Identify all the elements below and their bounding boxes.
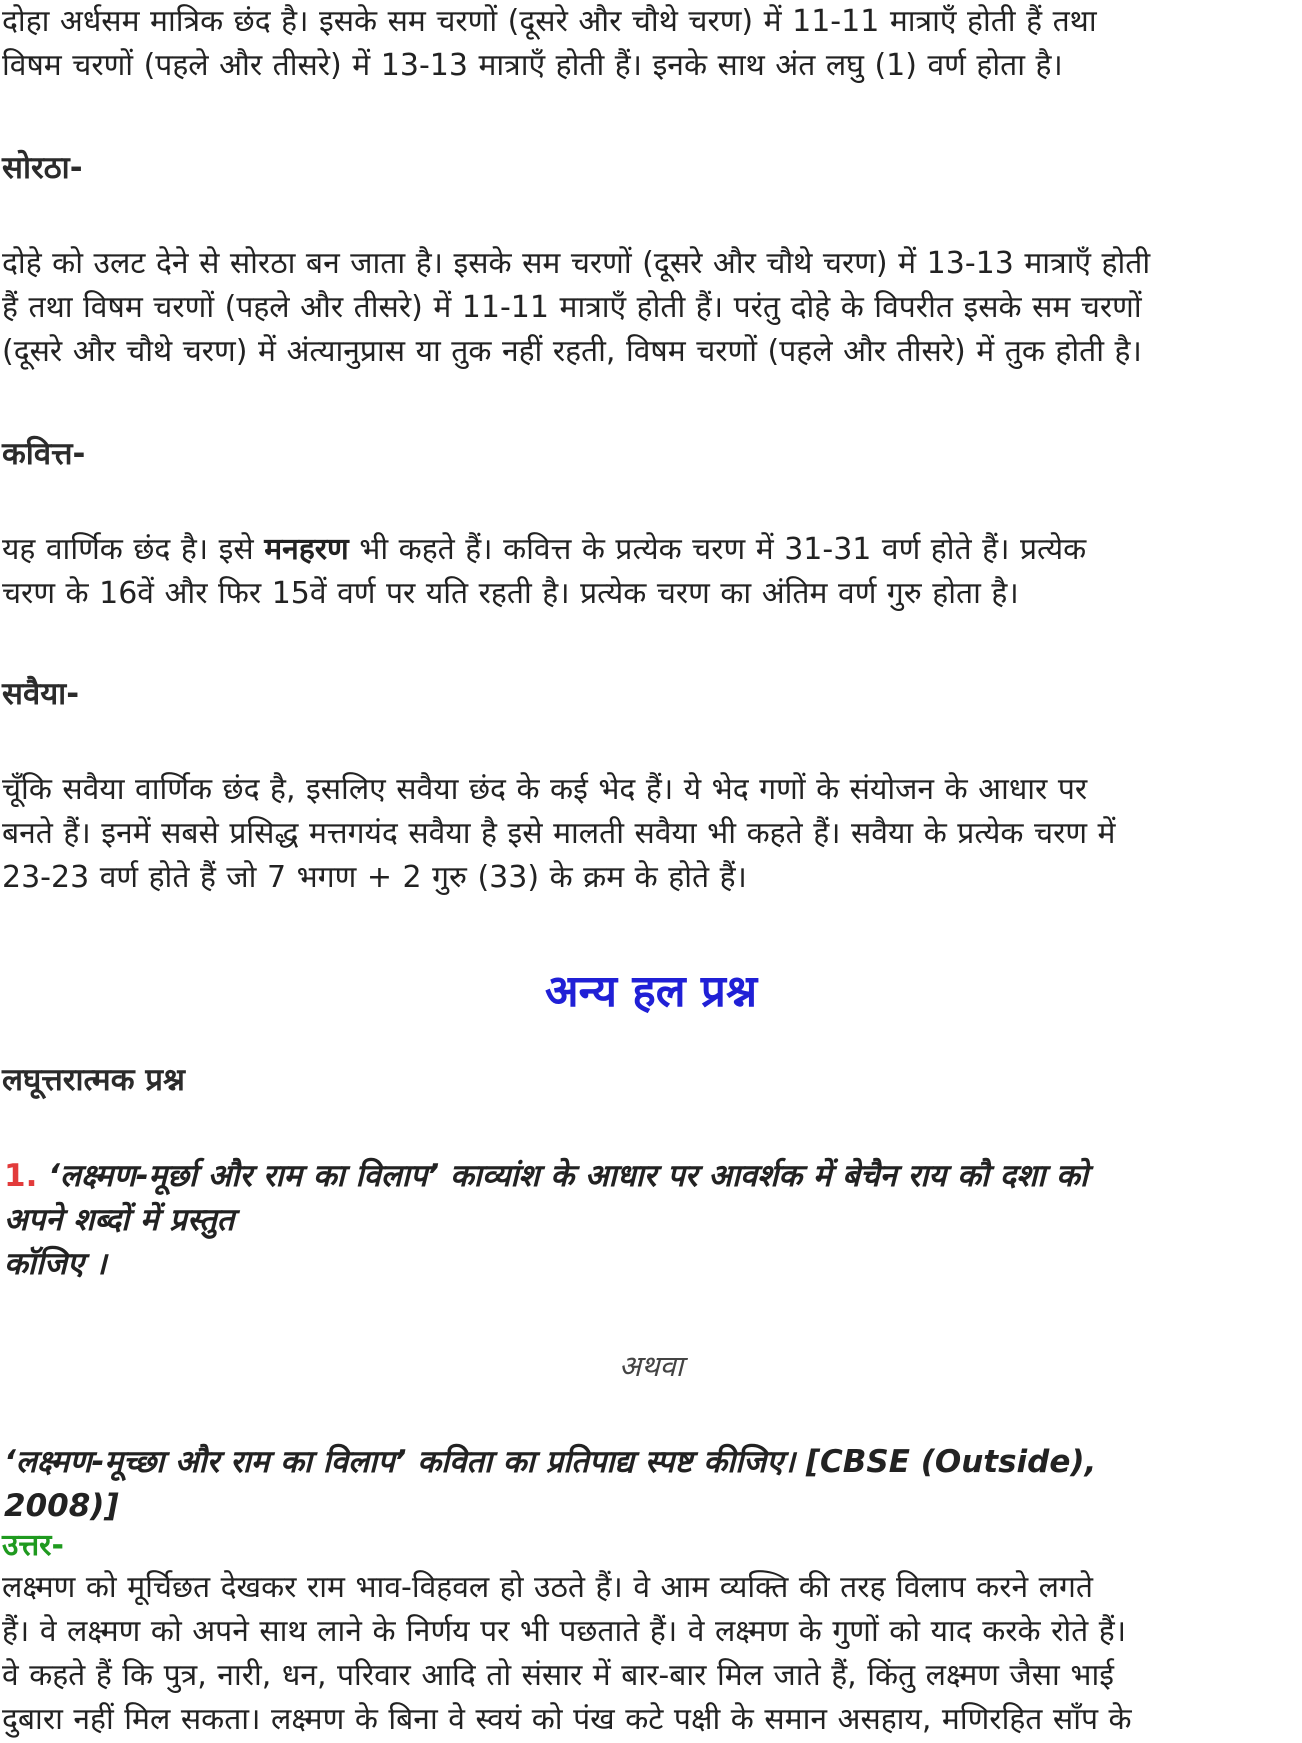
section-title: अन्य हल प्रश्न bbox=[544, 966, 758, 1017]
kavitt-line-1-post: भी कहते हैं। कवित्त के प्रत्येक चरण में 31-31 वर्ण होते हैं। प्रत्येक bbox=[348, 532, 1087, 567]
sortha-line-2: हैं तथा विषम चरणों (पहले और तीसरे) में 11-11 मात्राएँ होती हैं। परंतु दोहे के विपरीत इसके सम चरणों bbox=[2, 290, 1142, 325]
savaiya-description bbox=[2, 768, 1298, 900]
savaiya-heading: सवैया- bbox=[2, 676, 80, 712]
doha-line-1: दोहा अर्धसम मात्रिक छंद है। इसके सम चरणों (दूसरे और चौथे चरण) में 11-11 मात्राएँ होती हैं तथा bbox=[2, 4, 1097, 39]
manharan-term: मनहरण bbox=[264, 532, 349, 567]
sortha-line-3: (दूसरे और चौथे चरण) में अंत्यानुप्रास या तुक नहीं रहती, विषम चरणों (पहले और तीसरे) में तुक होती है। bbox=[2, 334, 1142, 369]
question-1-alt-line-2: 2008)] bbox=[4, 1488, 119, 1524]
question-1-line-2: अपने शब्दों में प्रस्तुत bbox=[4, 1202, 235, 1238]
sortha-heading: सोरठा- bbox=[2, 150, 83, 186]
kavitt-line-2: चरण के 16वें और फिर 15वें वर्ण पर यति रहती है। प्रत्येक चरण का अंतिम वर्ण गुरु होता है। bbox=[2, 576, 1019, 611]
answer-label: उत्तर- bbox=[2, 1528, 64, 1563]
or-separator: अथवा bbox=[618, 1349, 684, 1383]
doha-line-2: विषम चरणों (पहले और तीसरे) में 13-13 मात्राएँ होती हैं। इनके साथ अंत लघु (1) वर्ण होता है। bbox=[2, 48, 1063, 83]
kavitt-description bbox=[2, 528, 1298, 616]
answer-line-1: लक्ष्मण को मूर्चिछत देखकर राम भाव-विहवल हो उठते हैं। वे आम व्यक्ति की तरह विलाप करने लगते bbox=[2, 1570, 1093, 1605]
short-questions-heading: लघूत्तरात्मक प्रश्न bbox=[2, 1062, 185, 1098]
kavitt-line-1 bbox=[2, 528, 1298, 572]
question-1-text-1: ‘लक्ष्मण-मूर्छा और राम का विलाप’ काव्यांश के आधार पर आवर्शक में बेचैन राय कौ दशा को bbox=[37, 1158, 1088, 1194]
sortha-description bbox=[2, 242, 1298, 374]
answer-text bbox=[2, 1566, 1298, 1742]
sortha-line-1: दोहे को उलट देने से सोरठा बन जाता है। इसके सम चरणों (दूसरे और चौथे चरण) में 13-13 मात्राएँ होती bbox=[2, 246, 1151, 281]
savaiya-line-3: 23-23 वर्ण होते हैं जो 7 भगण + 2 गुरु (33) के क्रम के होते हैं। bbox=[2, 860, 747, 895]
savaiya-line-1: चूँकि सवैया वार्णिक छंद है, इसलिए सवैया छंद के कई भेद हैं। ये भेद गणों के संयोजन के आधार पर bbox=[2, 772, 1088, 807]
answer-line-3: वे कहते हैं कि पुत्र, नारी, धन, परिवार आदि तो संसार में बार-बार मिल जाते हैं, किंतु लक्ष्मण जैसा भाई bbox=[2, 1658, 1114, 1693]
question-1-alternate bbox=[4, 1440, 1298, 1528]
question-number: 1. bbox=[4, 1158, 38, 1194]
question-1-line-3: कॉजिए । bbox=[4, 1246, 107, 1282]
kavitt-heading: कवित्त- bbox=[2, 436, 86, 472]
question-1-line-1 bbox=[4, 1154, 1298, 1198]
kavitt-line-1-pre: यह वार्णिक छंद है। इसे bbox=[2, 532, 265, 567]
question-1-alt-line-1: ‘लक्ष्मण-मूच्छा और राम का विलाप’ कविता का प्रतिपाद्य स्पष्ट कीजिए। [CBSE (Outside), bbox=[4, 1444, 1097, 1480]
question-1 bbox=[4, 1154, 1298, 1286]
answer-line-2: हैं। वे लक्ष्मण को अपने साथ लाने के निर्णय पर भी पछताते हैं। वे लक्ष्मण के गुणों को याद करके रोते हैं। bbox=[2, 1614, 1127, 1649]
savaiya-line-2: बनते हैं। इनमें सबसे प्रसिद्ध मत्तगयंद सवैया है इसे मालती सवैया भी कहते हैं। सवैया के प्रत्येक चरण में bbox=[2, 816, 1116, 851]
answer-line-4: दुबारा नहीं मिल सकता। लक्ष्मण के बिना वे स्वयं को पंख कटे पक्षी के समान असहाय, मणिरहित साँप के bbox=[2, 1702, 1132, 1737]
doha-description bbox=[2, 0, 1298, 88]
